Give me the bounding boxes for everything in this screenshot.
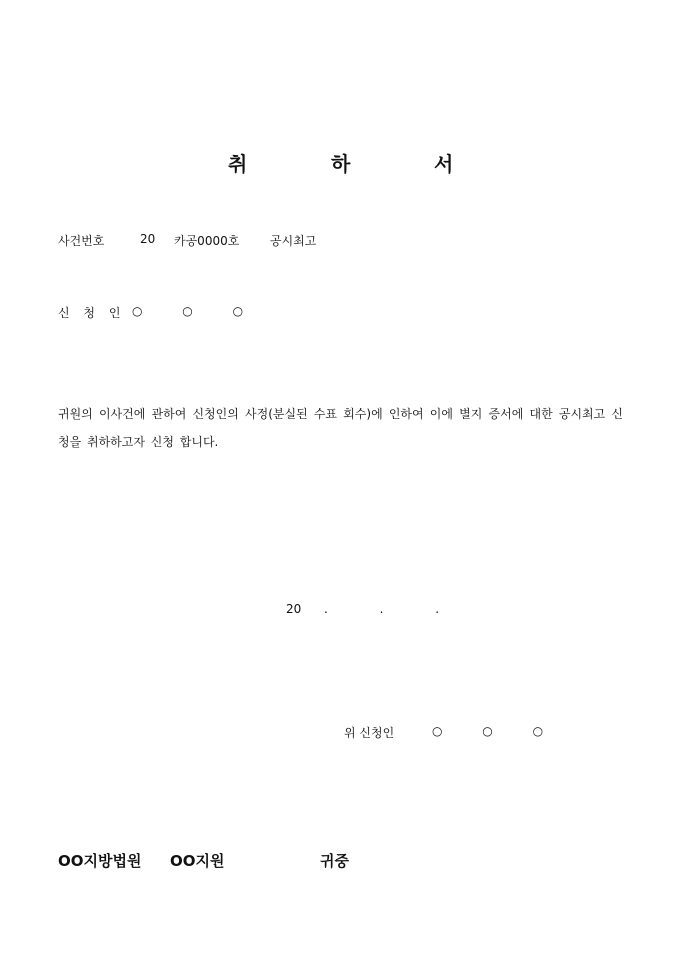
branch-name: OO지원	[170, 852, 225, 870]
honorific: 귀중	[320, 852, 349, 870]
signature-label: 위 신청인	[344, 726, 395, 740]
case-type: 공시최고	[270, 234, 317, 248]
applicant-name: ○ ○ ○	[132, 304, 262, 318]
title-char-2: 하	[331, 152, 351, 176]
case-year: 20	[140, 232, 156, 246]
court-name: OO지방법원	[58, 852, 142, 870]
applicant-label: 신 청 인	[58, 306, 126, 320]
case-number-label: 사건번호	[58, 234, 105, 248]
case-number: 카공0000호	[174, 234, 240, 248]
date-year: 20	[286, 602, 302, 616]
date-placeholder: . . .	[324, 602, 464, 616]
signature-name: ○ ○ ○	[432, 724, 562, 738]
document-title	[0, 148, 680, 178]
body-paragraph: 귀원의 이사건에 관하여 신청인의 사정(분실된 수표 회수)에 인하여 이에 별지 증서에 대한 공시최고 신청을 취하하고자 신청 합니다.	[58, 407, 623, 449]
title-char-3: 서	[434, 152, 454, 176]
title-char-1: 취	[228, 152, 248, 176]
